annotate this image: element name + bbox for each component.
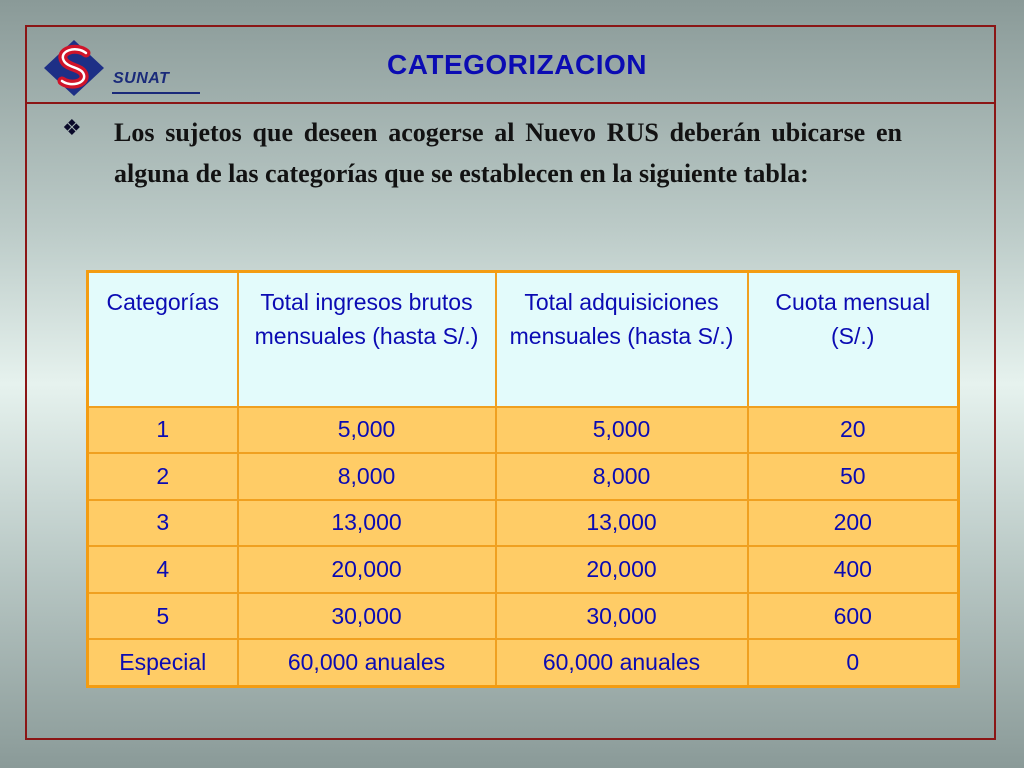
cell-adquisiciones: 13,000	[496, 500, 748, 547]
sunat-logo-icon	[40, 37, 112, 99]
col-header-adquisiciones: Total adquisiciones mensuales (hasta S/.)	[496, 272, 748, 407]
diamond-bullet-icon: ❖	[62, 116, 82, 141]
intro-bullet	[62, 112, 902, 194]
cell-ingresos: 13,000	[238, 500, 496, 547]
cell-categoria: 5	[88, 593, 238, 640]
cell-adquisiciones: 60,000 anuales	[496, 639, 748, 686]
cell-categoria: 2	[88, 453, 238, 500]
cell-cuota: 20	[748, 407, 959, 454]
page-title: CATEGORIZACION	[386, 49, 648, 80]
table-row	[88, 500, 959, 547]
categories-table	[86, 270, 960, 688]
cell-adquisiciones: 8,000	[496, 453, 748, 500]
cell-cuota: 50	[748, 453, 959, 500]
cell-cuota: 200	[748, 500, 959, 547]
cell-adquisiciones: 20,000	[496, 546, 748, 593]
cell-adquisiciones: 5,000	[496, 407, 748, 454]
cell-ingresos: 60,000 anuales	[238, 639, 496, 686]
col-header-cuota: Cuota mensual (S/.)	[748, 272, 959, 407]
cell-ingresos: 30,000	[238, 593, 496, 640]
cell-ingresos: 20,000	[238, 546, 496, 593]
cell-ingresos: 5,000	[238, 407, 496, 454]
table-row	[88, 639, 959, 686]
cell-categoria: 4	[88, 546, 238, 593]
cell-categoria: Especial	[88, 639, 238, 686]
cell-cuota: 600	[748, 593, 959, 640]
header-divider	[27, 102, 994, 104]
table-row	[88, 593, 959, 640]
table-row	[88, 407, 959, 454]
cell-categoria: 3	[88, 500, 238, 547]
col-header-categorias: Categorías	[88, 272, 238, 407]
logo-label: SUNAT	[113, 70, 170, 87]
cell-cuota: 400	[748, 546, 959, 593]
table-header-row	[88, 272, 959, 407]
cell-adquisiciones: 30,000	[496, 593, 748, 640]
table-row	[88, 453, 959, 500]
cell-ingresos: 8,000	[238, 453, 496, 500]
table-row	[88, 546, 959, 593]
logo-underline	[112, 92, 200, 94]
col-header-ingresos: Total ingresos brutos mensuales (hasta S/.)	[238, 272, 496, 407]
intro-text: Los sujetos que deseen acogerse al Nuevo RUS deberán ubicarse en alguna de las categorías que se establecen en la siguiente tabla:	[114, 118, 902, 188]
cell-cuota: 0	[748, 639, 959, 686]
sunat-logo	[40, 37, 200, 99]
cell-categoria: 1	[88, 407, 238, 454]
